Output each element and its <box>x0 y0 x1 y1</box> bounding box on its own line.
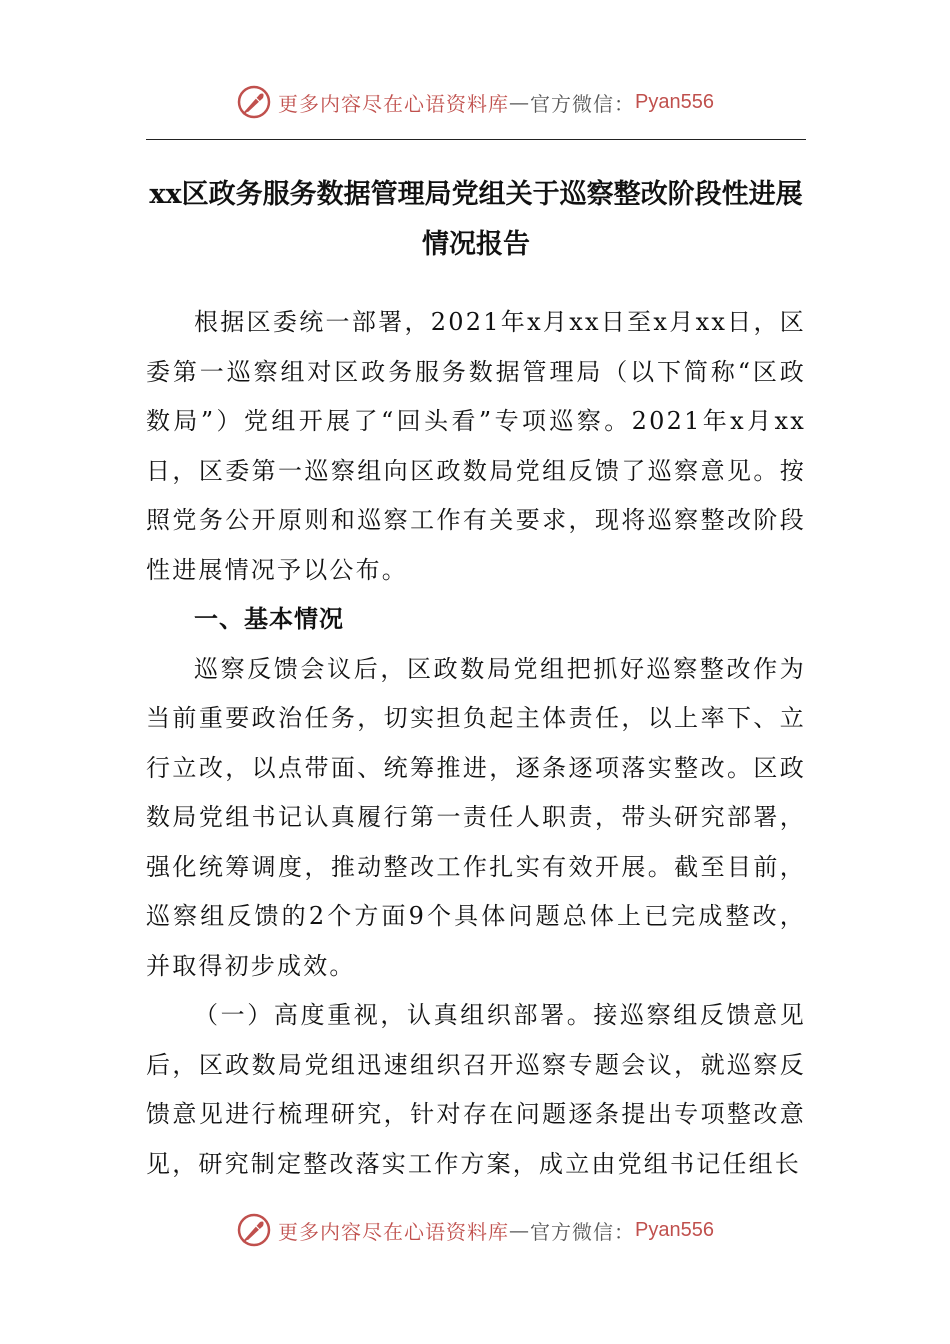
banner-text: 更多内容尽在心语资料库 <box>278 1219 510 1244</box>
section-heading: 一、基本情况 <box>194 605 344 633</box>
subsection-paragraph <box>146 991 806 1189</box>
banner-wechat-label: 官方微信： <box>530 91 636 116</box>
banner-wechat-id: Pyan556 <box>635 90 714 113</box>
document-body <box>146 298 806 1189</box>
quill-pen-logo-icon <box>236 1212 272 1248</box>
intro-paragraph: 根据区委统一部署，2021年x月xx日至x月xx日，区委第一巡察组对区政务服务数据管理局（以下简称“区政数局”）党组开展了“回头看”专项巡察。2021年x月xx日，区委第一巡察组向区政数局党组反馈了巡察意见。按照党务公开原则和巡察工作有关要求，现将巡察整改阶段性进展情况予以公布。 <box>146 308 806 584</box>
subsection-text: 接巡察组反馈意见后，区政数局党组迅速组织召开巡察专题会议，就巡察反馈意见进行梳理研究，针对存在问题逐条提出专项整改意见，研究制定整改落实工作方案，成立由党组书记任组长 <box>146 1001 806 1178</box>
banner-wechat-label: 官方微信： <box>530 1219 636 1244</box>
footer-banner <box>0 1208 950 1252</box>
banner-wechat-id: Pyan556 <box>635 1218 714 1241</box>
quill-pen-logo-icon <box>236 84 272 120</box>
banner-text: 更多内容尽在心语资料库 <box>278 91 510 116</box>
banner-separator: — <box>509 90 531 114</box>
subsection-lead: （一）高度重视，认真组织部署。 <box>194 1001 594 1029</box>
section-paragraph: 巡察反馈会议后，区政数局党组把抓好巡察整改作为当前重要政治任务，切实担负起主体责任，以上率下、立行立改，以点带面、统筹推进，逐条逐项落实整改。区政数局党组书记认真履行第一责任人职责，带头研究部署，强化统筹调度，推动整改工作扎实有效开展。截至目前，巡察组反馈的2个方面9个具体问题总体上已完成整改，并取得初步成效。 <box>146 654 806 980</box>
document-title: xx区政务服务数据管理局党组关于巡察整改阶段性进展情况报告 <box>149 179 803 260</box>
header-rule <box>146 139 806 140</box>
header-banner <box>0 80 950 124</box>
banner-separator: — <box>509 1218 531 1242</box>
